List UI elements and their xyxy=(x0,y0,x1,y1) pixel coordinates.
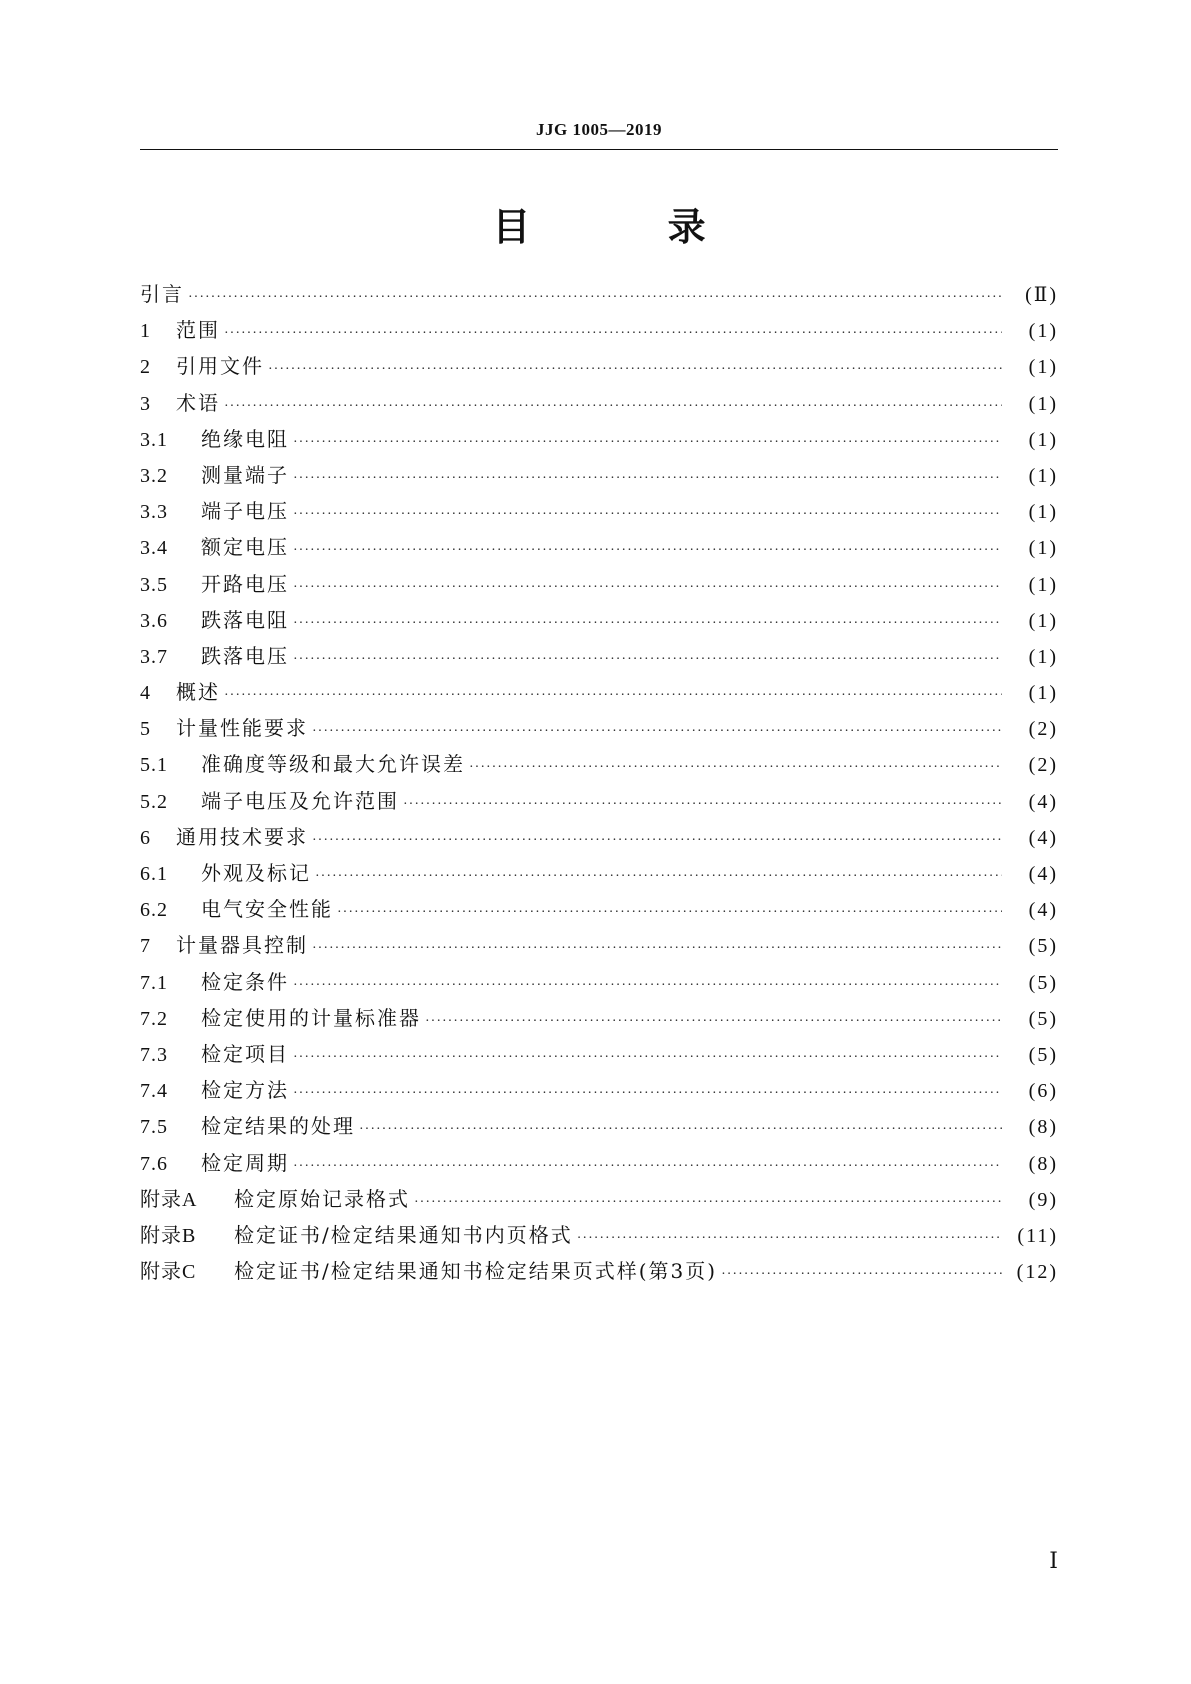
toc-dot-leader xyxy=(293,570,1002,606)
toc-dot-leader xyxy=(403,787,1002,823)
toc-entry-label: 额定电压 xyxy=(201,535,289,560)
toc-dot-leader xyxy=(315,859,1002,895)
toc-entry-page: (1) xyxy=(1028,428,1058,451)
toc-entry-page: (11) xyxy=(1017,1224,1058,1247)
toc-entry-label: 开路电压 xyxy=(201,571,289,596)
toc-dot-leader xyxy=(312,931,1002,967)
toc-entry-number: 7.6 xyxy=(140,1152,168,1175)
toc-entry-page: (5) xyxy=(1028,935,1058,958)
toc-entry-number: 7.3 xyxy=(140,1043,168,1066)
toc-entry-number: 7.2 xyxy=(140,1007,168,1030)
toc-entry-7-6[interactable] xyxy=(140,1145,1058,1181)
toc-dot-leader xyxy=(312,823,1002,859)
toc-entry-number: 3.6 xyxy=(140,609,168,632)
toc-entry-number: 5 xyxy=(140,718,151,741)
toc-dot-leader xyxy=(224,316,1002,352)
toc-entry-page: (1) xyxy=(1028,609,1058,632)
toc-entry-number: 3.1 xyxy=(140,428,168,451)
toc-dot-leader xyxy=(268,352,1002,388)
toc-entry-label: 范围 xyxy=(176,318,220,343)
toc-entry-3-5[interactable] xyxy=(140,566,1058,602)
toc-entry-number: 6.2 xyxy=(140,899,168,922)
toc-dot-leader xyxy=(224,678,1002,714)
toc-entry-page: (2) xyxy=(1028,718,1058,741)
toc-dot-leader xyxy=(293,1149,1002,1185)
toc-entry-instrument-control[interactable] xyxy=(140,927,1058,963)
toc-entry-number: 4 xyxy=(140,682,151,705)
toc-entry-appendix-c[interactable] xyxy=(140,1253,1058,1289)
toc-entry-label: 检定方法 xyxy=(201,1078,289,1103)
toc-entry-label: 端子电压及允许范围 xyxy=(201,788,399,813)
toc-dot-leader xyxy=(188,280,1002,316)
toc-entry-introduction[interactable] xyxy=(140,276,1058,312)
toc-dot-leader xyxy=(469,750,1002,786)
toc-entry-general-technical-requirements[interactable] xyxy=(140,819,1058,855)
toc-entry-page: (1) xyxy=(1028,392,1058,415)
toc-entry-page: (4) xyxy=(1028,826,1058,849)
table-of-contents xyxy=(140,276,1058,1289)
toc-dot-leader xyxy=(337,895,1002,931)
toc-entry-label: 检定条件 xyxy=(201,969,289,994)
toc-entry-label: 检定结果的处理 xyxy=(201,1114,355,1139)
toc-entry-page: (4) xyxy=(1028,863,1058,885)
toc-entry-6-1[interactable] xyxy=(140,855,1058,891)
toc-dot-leader xyxy=(293,497,1002,533)
toc-dot-leader xyxy=(425,1004,1002,1040)
toc-entry-number: 7 xyxy=(140,935,151,958)
toc-entry-number: 3.4 xyxy=(140,537,168,560)
toc-entry-label: 电气安全性能 xyxy=(201,897,333,922)
toc-entry-page: (8) xyxy=(1028,1152,1058,1175)
toc-entry-page: (6) xyxy=(1028,1080,1058,1103)
toc-dot-leader xyxy=(293,642,1002,678)
toc-entry-5-2[interactable] xyxy=(140,783,1058,819)
toc-dot-leader xyxy=(293,1076,1002,1112)
page-number: Ⅰ xyxy=(1049,1548,1058,1573)
toc-dot-leader xyxy=(414,1185,1002,1221)
toc-entry-label: 跌落电阻 xyxy=(201,607,289,632)
toc-dot-leader xyxy=(293,533,1002,569)
toc-entry-label: 端子电压 xyxy=(201,499,289,524)
toc-entry-page: (1) xyxy=(1028,464,1058,487)
toc-entry-label: 检定使用的计量标准器 xyxy=(201,1005,421,1030)
toc-entry-number: 6.1 xyxy=(140,863,168,885)
toc-entry-terms[interactable] xyxy=(140,385,1058,421)
toc-entry-scope[interactable] xyxy=(140,312,1058,348)
toc-entry-3-2[interactable] xyxy=(140,457,1058,493)
toc-entry-label: 检定周期 xyxy=(201,1150,289,1175)
standard-code-header: JJG 1005—2019 xyxy=(536,120,662,139)
toc-entry-label: 外观及标记 xyxy=(201,861,311,885)
toc-entry-number: 5.1 xyxy=(140,754,168,777)
toc-entry-number: 3.3 xyxy=(140,501,168,524)
toc-entry-page: (1) xyxy=(1028,356,1058,379)
toc-title: 目 录 xyxy=(492,205,768,249)
toc-dot-leader xyxy=(293,968,1002,1004)
toc-entry-3-7[interactable] xyxy=(140,638,1058,674)
toc-entry-7-3[interactable] xyxy=(140,1036,1058,1072)
header-rule xyxy=(140,149,1058,150)
toc-entry-3-4[interactable] xyxy=(140,529,1058,565)
toc-entry-page: (5) xyxy=(1028,1043,1058,1066)
toc-entry-page: (1) xyxy=(1028,501,1058,524)
toc-entry-number: 3.2 xyxy=(140,464,168,487)
toc-entry-3-1[interactable] xyxy=(140,421,1058,457)
toc-entry-label: 绝缘电阻 xyxy=(201,426,289,451)
toc-entry-page: (Ⅱ) xyxy=(1025,284,1058,306)
toc-entry-number: 7.1 xyxy=(140,971,168,994)
toc-entry-page: (8) xyxy=(1028,1116,1058,1139)
toc-entry-label: 准确度等级和最大允许误差 xyxy=(201,752,465,777)
toc-entry-label: 引言 xyxy=(140,282,184,306)
toc-dot-leader xyxy=(293,1040,1002,1076)
toc-entry-number: 3.7 xyxy=(140,645,168,668)
toc-entry-page: (1) xyxy=(1028,682,1058,705)
toc-entry-label: 检定项目 xyxy=(201,1041,289,1066)
toc-entry-label: 计量器具控制 xyxy=(176,933,308,958)
toc-dot-leader xyxy=(312,714,1002,750)
toc-entry-7-4[interactable] xyxy=(140,1072,1058,1108)
toc-entry-appendix-a[interactable] xyxy=(140,1181,1058,1217)
toc-entry-label: 跌落电压 xyxy=(201,643,289,668)
toc-entry-number: 5.2 xyxy=(140,790,168,813)
toc-entry-label: 检定证书/检定结果通知书内页格式 xyxy=(234,1222,573,1247)
toc-entry-number: 3 xyxy=(140,392,151,415)
toc-entry-page: (1) xyxy=(1028,645,1058,668)
toc-entry-label: 测量端子 xyxy=(201,462,289,487)
toc-entry-overview[interactable] xyxy=(140,674,1058,710)
toc-entry-page: (5) xyxy=(1028,1007,1058,1030)
toc-entry-page: (4) xyxy=(1028,790,1058,813)
toc-entry-3-3[interactable] xyxy=(140,493,1058,529)
toc-entry-7-2[interactable] xyxy=(140,1000,1058,1036)
toc-entry-page: (1) xyxy=(1028,537,1058,560)
toc-entry-number: 附录A xyxy=(140,1188,198,1211)
toc-entry-page: (12) xyxy=(1016,1261,1058,1284)
toc-dot-leader xyxy=(224,389,1002,425)
toc-entry-number: 2 xyxy=(140,356,151,379)
toc-entry-6-2[interactable] xyxy=(140,891,1058,927)
toc-dot-leader xyxy=(721,1257,1002,1293)
toc-entry-label: 检定证书/检定结果通知书检定结果页式样(第3页) xyxy=(234,1259,718,1284)
toc-entry-label: 检定原始记录格式 xyxy=(234,1186,410,1211)
toc-entry-appendix-b[interactable] xyxy=(140,1217,1058,1253)
toc-entry-metrology-requirements[interactable] xyxy=(140,710,1058,746)
toc-entry-number: 6 xyxy=(140,826,151,849)
toc-entry-number: 附录B xyxy=(140,1224,197,1247)
toc-entry-number: 7.5 xyxy=(140,1116,168,1139)
toc-entry-page: (1) xyxy=(1028,573,1058,596)
toc-entry-references[interactable] xyxy=(140,348,1058,384)
toc-entry-page: (4) xyxy=(1028,899,1058,922)
toc-entry-number: 附录C xyxy=(140,1261,197,1284)
toc-dot-leader xyxy=(577,1221,1002,1257)
toc-entry-label: 计量性能要求 xyxy=(176,716,308,741)
toc-dot-leader xyxy=(293,425,1002,461)
toc-entry-number: 3.5 xyxy=(140,573,168,596)
toc-entry-label: 概述 xyxy=(176,680,220,705)
toc-dot-leader xyxy=(293,606,1002,642)
toc-entry-7-1[interactable] xyxy=(140,964,1058,1000)
toc-entry-label: 术语 xyxy=(176,390,220,415)
toc-entry-3-6[interactable] xyxy=(140,602,1058,638)
toc-entry-number: 7.4 xyxy=(140,1080,168,1103)
toc-entry-label: 通用技术要求 xyxy=(176,824,308,849)
toc-entry-page: (1) xyxy=(1028,320,1058,343)
toc-dot-leader xyxy=(293,461,1002,497)
toc-entry-7-5[interactable] xyxy=(140,1108,1058,1144)
toc-entry-page: (5) xyxy=(1028,971,1058,994)
toc-entry-number: 1 xyxy=(140,320,151,343)
toc-entry-5-1[interactable] xyxy=(140,746,1058,782)
toc-dot-leader xyxy=(359,1112,1002,1148)
toc-entry-page: (2) xyxy=(1028,754,1058,777)
toc-entry-label: 引用文件 xyxy=(176,354,264,379)
toc-entry-page: (9) xyxy=(1028,1188,1058,1211)
